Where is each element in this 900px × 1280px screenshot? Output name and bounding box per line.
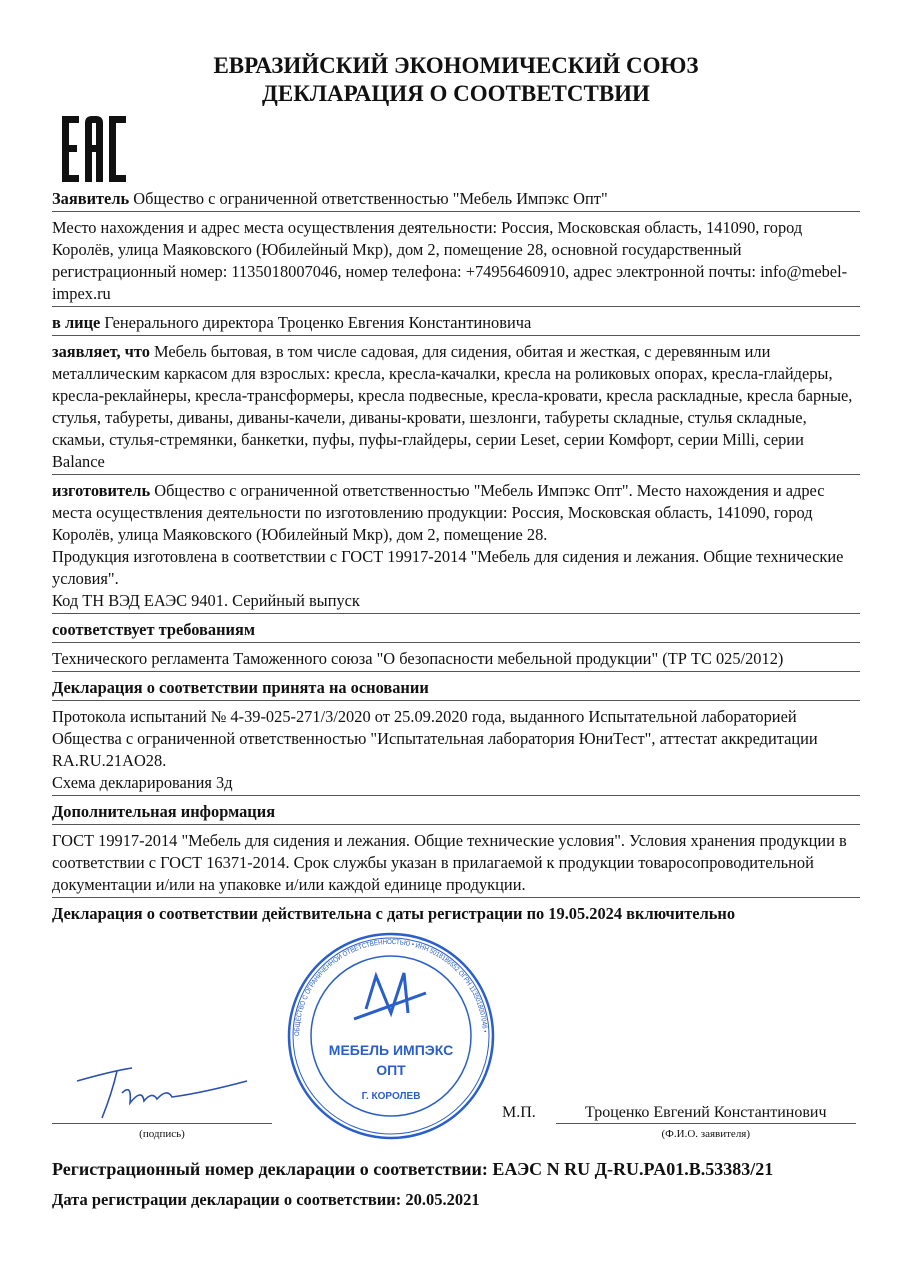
manufacturing-standard: Продукция изготовлена в соответствии с ГОСТ 19917-2014 "Мебель для сидения и лежания. Общие технические условия". — [52, 547, 844, 588]
svg-text:ОБЩЕСТВО С ОГРАНИЧЕННОЙ ОТВЕТС — [294, 939, 488, 1036]
eac-logo — [62, 116, 126, 182]
document-title: ДЕКЛАРАЦИЯ О СООТВЕТСТВИИ — [262, 81, 650, 106]
represented-by: в лице Генерального директора Троценко Евгения Константиновича — [52, 312, 860, 336]
name-label: (Ф.И.О. заявителя) — [661, 1128, 751, 1140]
signature-area — [52, 931, 860, 1141]
stamp-city: Г. КОРОЛЕВ — [361, 1091, 421, 1102]
signature-label: (подпись) — [139, 1128, 185, 1140]
declaration-scheme: Схема декларирования 3д — [52, 773, 233, 792]
applicant: Заявитель Общество с ограниченной ответственностью "Мебель Импэкс Опт" — [52, 188, 860, 212]
basis-label: Декларация о соответствии принята на основании — [52, 677, 860, 701]
handwritten-signature — [72, 1063, 252, 1123]
complies-label: соответствует требованиям — [52, 619, 860, 643]
validity: Декларация о соответствии действительна с даты регистрации по 19.05.2024 включительно — [52, 904, 736, 923]
registration-date: Дата регистрации декларации о соответствии: 20.05.2021 — [52, 1190, 480, 1209]
manufacturer: изготовитель Общество с ограниченной ответственностью "Мебель Импэкс Опт". Место нахождения и адрес места осуществления деятельности по изготовлению продукции: Россия, Московская область, 141090, город Королёв, улица Маяковского (Юбилейный Мкр), дом 2, помещение 28. Продукция изготовлена в соответствии с ГОСТ 19917-2014 "Мебель для сидения и лежания. Общие технические условия". Код ТН ВЭД ЕАЭС 9401. Серийный выпуск — [52, 480, 860, 614]
seal-place: М.П. — [502, 1104, 536, 1121]
address: Место нахождения и адрес места осуществления деятельности: Россия, Московская область, 141090, город Королёв, улица Маяковского (Юбилейный Мкр), дом 2, помещение 28, основной государственный регистрационный номер: 1135018007046, номер телефона: +74956460910, адрес электронной почты: info@mebel-impex.ru — [52, 217, 860, 307]
signature-block — [52, 1063, 272, 1141]
declared-products: заявляет, что Мебель бытовая, в том числе садовая, для сидения, обитая и жесткая, с деревянным или металлическим каркасом для взрослых: кресла, кресла-качалки, кресла на роликовых опорах, кресла-глайдеры, кресла-реклайнеры, кресла-трансформеры, кресла подвесные, кресла-кровати, кресла раскладные, кресла барные, стулья, табуреты, диваны, диваны-качели, диваны-кровати, шезлонги, табуреты складные, стулья складные, скамьи, стулья-стремянки, банкетки, пуфы, пуфы-глайдеры, серии Leset, серии Комфорт, серии Milli, серии Balance — [52, 341, 860, 475]
signature-line — [52, 1123, 272, 1124]
union-title: ЕВРАЗИЙСКИЙ ЭКОНОМИЧЕСКИЙ СОЮЗ — [213, 53, 699, 78]
stamp-ring-text: ОБЩЕСТВО С ОГРАНИЧЕННОЙ ОТВЕТСТВЕННОСТЬЮ • ИНН 5018186552 ОГРН 1135018007046 • — [293, 938, 488, 1037]
additional-label: Дополнительная информация — [52, 801, 860, 825]
company-stamp — [286, 931, 496, 1141]
test-protocol: Протокола испытаний № 4-39-025-271/3/2020 от 25.09.2020 года, выданного Испытательной лабораторией Общества с ограниченной ответственностью "Испытательная лаборатория ЮниТест", аттестат аккредитации RA.RU.21AO28. Схема декларирования 3д — [52, 706, 860, 796]
stamp-company-name: МЕБЕЛЬ ИМПЭКС — [328, 1042, 454, 1058]
registration-number: Регистрационный номер декларации о соответствии: ЕАЭС N RU Д-RU.PA01.B.53383/21 — [52, 1159, 774, 1179]
additional-info: ГОСТ 19917-2014 "Мебель для сидения и лежания. Общие технические условия". Условия хранения продукции в соответствии с ГОСТ 16371-2014. Срок службы указан в прилагаемой к продукции товаросопроводительной документации и/или на упаковке и/или каждой единице продукции. — [52, 830, 860, 898]
stamp-company-suffix: ОПТ — [376, 1062, 406, 1078]
name-line — [556, 1123, 856, 1124]
signatory-block — [556, 1103, 856, 1141]
hs-code: Код ТН ВЭД ЕАЭС 9401. Серийный выпуск — [52, 591, 360, 610]
technical-regulation: Технического регламента Таможенного союза "О безопасности мебельной продукции" (ТР ТС 025/2012) — [52, 648, 860, 672]
signatory-name: Троценко Евгений Константинович — [585, 1104, 827, 1121]
